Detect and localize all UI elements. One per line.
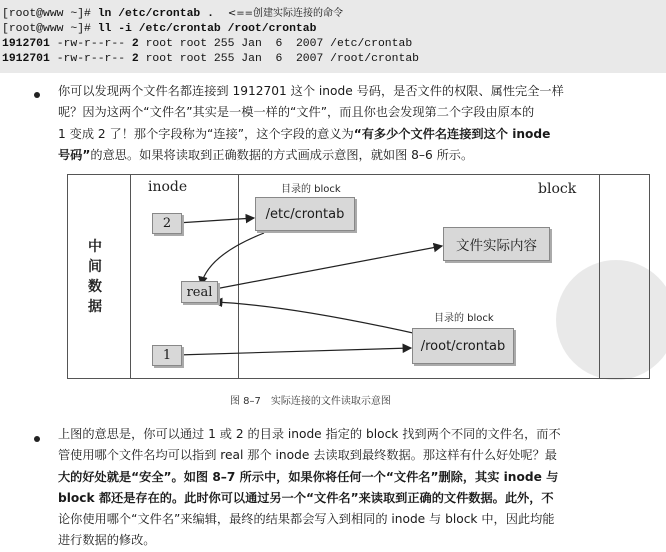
prompt: [root@www ~]# bbox=[2, 23, 98, 35]
side-label: 中 间 数 据 bbox=[88, 239, 102, 315]
figure-caption: 图 8–7 实际连接的文件读取示意图 bbox=[230, 396, 391, 407]
bullet-dot bbox=[34, 92, 40, 98]
command-note: <==创建实际连接的命令 bbox=[227, 8, 344, 19]
paragraph-1 bbox=[58, 81, 662, 166]
paragraph-2 bbox=[58, 424, 662, 552]
inode-box-real: real bbox=[181, 281, 218, 303]
column-block-label: block bbox=[538, 181, 577, 197]
arrow-2-to-etc bbox=[177, 218, 254, 223]
dir-block-etc: /etc/crontab bbox=[255, 197, 355, 231]
text-line: 进行数据的修改。 bbox=[58, 533, 156, 548]
arrow-etc-to-real bbox=[201, 233, 264, 285]
file-content-block: 文件实际内容 bbox=[443, 227, 550, 261]
permissions: -rw-r--r-- bbox=[49, 53, 132, 65]
command: ll -i /etc/crontab /root/crontab bbox=[97, 23, 317, 35]
prompt: [root@www ~]# bbox=[2, 8, 98, 20]
arrow-root-to-real bbox=[214, 302, 422, 335]
inode-number: 1912701 bbox=[2, 53, 50, 65]
watermark-seal bbox=[526, 250, 666, 390]
text-line: 上图的意思是，你可以通过 1 或 2 的目录 inode 指定的 block 找到两个不同的文件名，而不 bbox=[58, 427, 561, 441]
link-count: 2 bbox=[131, 53, 139, 65]
arrow-1-to-root bbox=[177, 348, 411, 355]
inode-box-2: 2 bbox=[152, 213, 182, 234]
text-line: 管使用哪个文件名均可以指到 real 那个 inode 去读取到最终数据。那这样有什么好处呢？最 bbox=[58, 448, 557, 463]
file-info: root root 255 Jan 6 2007 /etc/crontab bbox=[138, 38, 413, 50]
bullet-dot bbox=[34, 436, 40, 442]
text-line: 你可以发现两个文件名都连接到 1912701 这个 inode 号码，是否文件的权限、属性完全一样 bbox=[58, 84, 564, 98]
dir-block-label: 目录的 block bbox=[434, 313, 494, 324]
file-info: root root 255 Jan 6 2007 /root/crontab bbox=[138, 53, 419, 65]
dir-block-label: 目录的 block bbox=[281, 184, 341, 195]
text-line: 号码”的意思。如果将读取到正确数据的方式画成示意图，就如图 8–6 所示。 bbox=[58, 147, 474, 162]
inode-number: 1912701 bbox=[2, 38, 50, 50]
column-inode-label: inode bbox=[148, 179, 188, 195]
text-line: 1 变成 2 了！那个字段称为“连接”，这个字段的意义为“有多少个文件名连接到这个 inode bbox=[58, 126, 551, 141]
terminal-output bbox=[0, 0, 666, 73]
link-count: 2 bbox=[131, 38, 139, 50]
text-line: 呢？因为这两个“文件名”其实是一模一样的“文件”，而且你也会发现第二个字段由原本的 bbox=[58, 105, 535, 120]
text-line: 论你使用哪个“文件名”来编辑，最终的结果都会写入到相同的 inode 与 block 中，因此均能 bbox=[58, 512, 555, 527]
inode-box-1: 1 bbox=[152, 345, 182, 366]
command: ln /etc/crontab . bbox=[97, 8, 214, 20]
arrow-real-to-content bbox=[215, 246, 442, 289]
text-line: block 都还是存在的。此时你可以通过另一个“文件名”来读取到正确的文件数据。此外，不 bbox=[58, 490, 554, 505]
dir-block-root: /root/crontab bbox=[412, 328, 514, 364]
text-line: 大的好处就是“安全”。如图 8–7 所示中，如果你将任何一个“文件名”删除，其实 inode 与 bbox=[58, 469, 559, 484]
permissions: -rw-r--r-- bbox=[49, 38, 132, 50]
